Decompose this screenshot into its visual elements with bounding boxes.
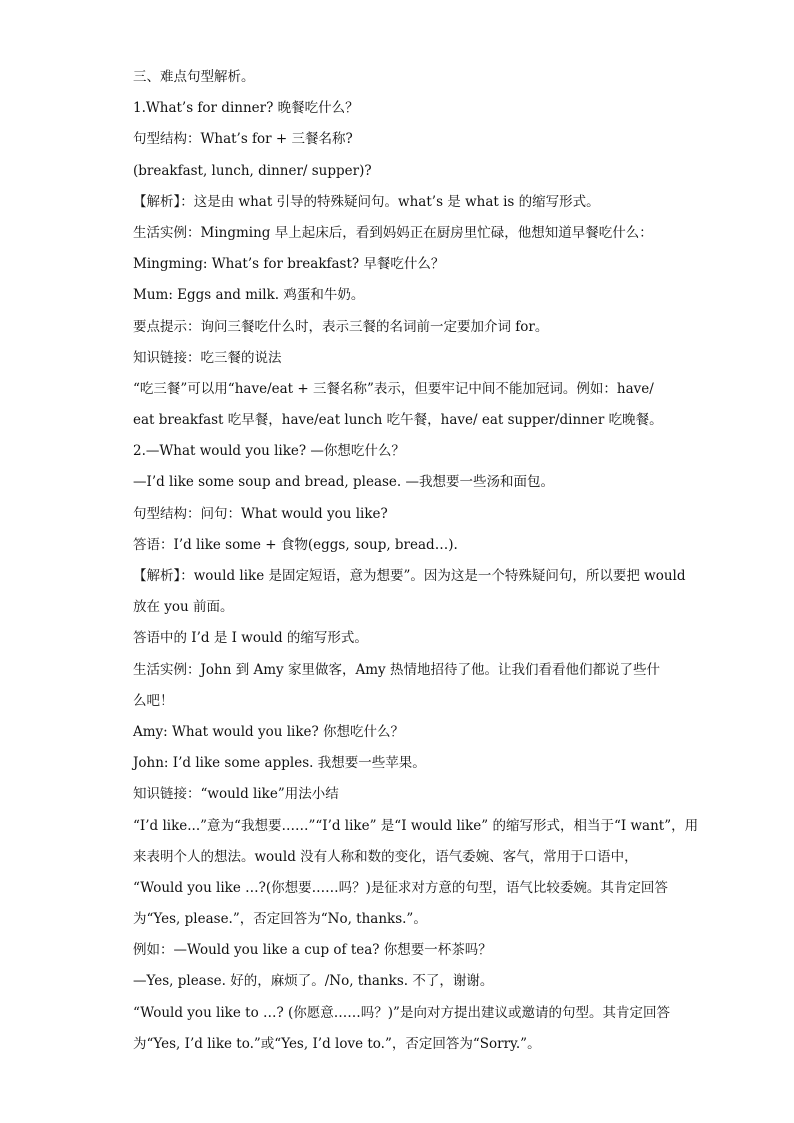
- text-line: (breakfast, lunch, dinner/ supper)?: [133, 162, 372, 179]
- text-line: —I’d like some soup and bread, please. —我想要一些汤和面包。: [133, 474, 555, 491]
- text-line: John: I’d like some apples. 我想要一些苹果。: [133, 755, 426, 772]
- text-line: 生活实例：John 到 Amy 家里做客，Amy 热情地招待了他。让我们看看他们都说了些什: [133, 661, 660, 678]
- text-line: 为“Yes, I’d like to.”或“Yes, I’d love to.”，否定回答为“Sorry.”。: [133, 1035, 541, 1052]
- text-line: 答语中的 I’d 是 I would 的缩写形式。: [133, 630, 368, 647]
- text-line: 么吧！: [133, 692, 174, 709]
- text-line: 生活实例：Mingming 早上起床后，看到妈妈正在厨房里忙碌，他想知道早餐吃什么：: [133, 224, 653, 241]
- text-line: “Would you like …?(你想要……吗？)是征求对方意的句型，语气比较委婉。其肯定回答: [133, 879, 668, 896]
- document-body: [133, 62, 699, 1060]
- text-line: “I’d like...”意为“我想要……”“I’d like” 是“I would like” 的缩写形式，相当于“I want”，用: [133, 817, 699, 834]
- text-line: 放在 you 前面。: [133, 599, 234, 616]
- text-line: eat breakfast 吃早餐，have/eat lunch 吃午餐，have/ eat supper/dinner 吃晚餐。: [133, 412, 663, 429]
- text-line: Amy: What would you like? 你想吃什么？: [133, 723, 405, 740]
- text-line: 知识链接：“would like”用法小结: [133, 786, 339, 803]
- text-line: Mingming: What’s for breakfast? 早餐吃什么？: [133, 256, 445, 273]
- text-line: 【解析】：这是由 what 引导的特殊疑问句。what’s 是 what is 的缩写形式。: [133, 193, 600, 210]
- section-heading: 三、难点句型解析。: [133, 69, 255, 85]
- text-line: 要点提示：询问三餐吃什么时，表示三餐的名词前一定要加介词 for。: [133, 318, 549, 335]
- text-line: 为“Yes, please.”，否定回答为“No, thanks.”。: [133, 911, 427, 928]
- text-line: 句型结构：问句：What would you like?: [133, 505, 388, 522]
- text-line: 例如：—Would you like a cup of tea? 你想要一杯茶吗？: [133, 942, 492, 959]
- text-line: “Would you like to …? (你愿意……吗？)”是向对方提出建议或邀请的句型。其肯定回答: [133, 1004, 670, 1021]
- text-line: 【解析】：would like 是固定短语，意为想要”。因为这是一个特殊疑问句，所以要把 would: [133, 568, 686, 584]
- text-line: 来表明个人的想法。would 没有人称和数的变化，语气委婉、客气，常用于口语中，: [133, 848, 638, 865]
- text-line: 句型结构：What’s for + 三餐名称?: [133, 131, 353, 148]
- text-line: 1.What’s for dinner? 晚餐吃什么？: [133, 100, 359, 117]
- text-line: “吃三餐”可以用“have/eat + 三餐名称”表示，但要牢记中间不能加冠词。例如：have/: [133, 380, 654, 397]
- text-line: 答语：I’d like some + 食物(eggs, soup, bread…).: [133, 536, 458, 553]
- text-line: —Yes, please. 好的，麻烦了。/No, thanks. 不了，谢谢。: [133, 973, 494, 990]
- text-line: 知识链接：吃三餐的说法: [133, 349, 282, 366]
- text-line: Mum: Eggs and milk. 鸡蛋和牛奶。: [133, 287, 365, 304]
- text-line: 2.—What would you like? —你想吃什么？: [133, 443, 405, 460]
